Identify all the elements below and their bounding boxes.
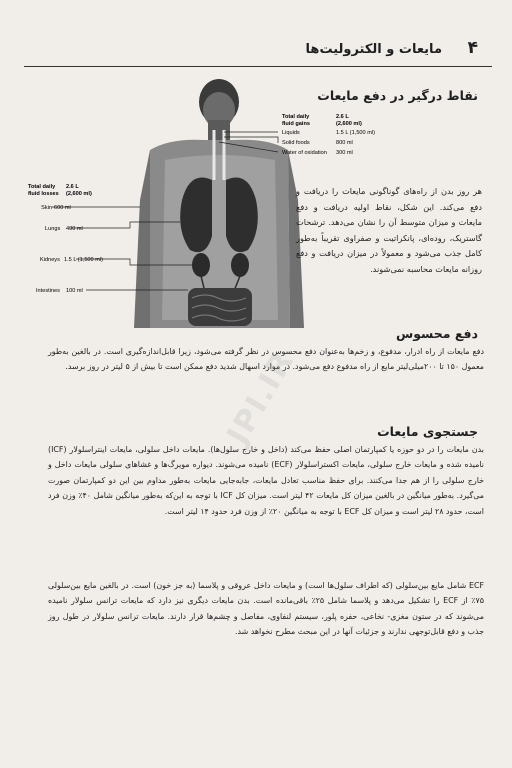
losses-labels: [28, 184, 103, 294]
loss-lungs-label: Lungs: [45, 226, 61, 232]
gain-solid-foods-label: Solid foods: [282, 140, 310, 146]
loss-kidneys-label: Kidneys: [40, 257, 60, 263]
gains-total-ml: (2,600 ml): [336, 121, 362, 127]
gain-oxidation-label: Water of oxidation: [282, 150, 327, 156]
loss-skin-label: Skin: [41, 205, 52, 211]
gain-solid-foods-value: 800 ml: [336, 140, 353, 146]
loss-skin-value: 600 ml: [54, 205, 71, 211]
figure-caption-paragraph: هر روز بدن از راه‌های گوناگونی مایعات را دریافت و دفع می‌کند. این شکل، نقاط اولیه دریافت و دفع مایعات و میزان متوسط آن را نشان می‌دهد. ترشحات گاستریک، روده‌ای، پانکراتیت و صفراوی تقریباً به‌طور کامل جذب می‌شود و معمولاً در میزان دریافت و دفع روزانه مایعات محاسبه نمی‌شوند.: [296, 186, 482, 274]
loss-lungs-value: 400 ml: [66, 226, 83, 232]
losses-total-ml: (2,600 ml): [66, 191, 92, 197]
loss-intestines-value: 100 ml: [66, 288, 83, 294]
watermark: JPI.IR: [220, 344, 302, 451]
chapter-title: مایعات و الکترولیت‌ها: [305, 42, 442, 57]
gains-total: 2.6 L: [336, 114, 349, 120]
gains-labels: [282, 114, 375, 156]
losses-title-line1: Total daily: [28, 184, 56, 190]
gain-oxidation-value: 300 ml: [336, 150, 353, 156]
gains-title-line1: Total daily: [282, 114, 310, 120]
gain-liquids-value: 1.5 L (1,500 ml): [336, 130, 375, 136]
sensible-loss-paragraph: دفع مایعات از راه ادرار، مدفوع، و زخم‌ها به‌عنوان دفع محسوس در نظر گرفته می‌شود، زیرا قابل‌اندازه‌گیری است. در بالغین به‌طور معمول ۱۵۰ تا ۲۰۰میلی‌لیتر مایع از راه مدفوع دفع می‌شود. در موارد اسهال شدید دفع ممکن است تا بیش از ۵ لیتر در روز برسد.: [48, 347, 484, 372]
loss-intestines-label: Intestines: [36, 288, 60, 294]
loss-kidneys-value: 1.5 L (1,500 ml): [64, 257, 103, 263]
losses-total: 2.6 L: [66, 184, 79, 190]
section-title-fluid-loss-sites: نقاط درگیر در دفع مایعات: [317, 88, 478, 103]
human-body-illustration: [134, 79, 304, 328]
section-title-fluid-search: جستجوی مایعات: [377, 424, 478, 439]
section-title-sensible-loss: دفع محسوس: [395, 326, 478, 341]
gains-title-line2: fluid gains: [282, 121, 310, 127]
page-number: ۴: [467, 38, 478, 58]
losses-title-line2: fluid losses: [28, 191, 59, 197]
compartments-paragraph: بدن مایعات را در دو حوزه یا کمپارتمان اصلی حفظ می‌کند (داخل و خارج سلول‌ها). مایعات داخل سلولی، مایعات اینتراسلولار (ICF) نامیده شده و مایعات خارج سلولی، مایعات اکستراسلولار (ECF) نامیده می‌شوند. دیواره مویرگ‌ها و غشاهای سلولی مایعات داخل و خارج سلولی را از هم جدا می‌کنند. برای حفظ مناسب تعادل مایعات، جابه‌جایی مایعات به‌طور مداوم بین این دو کمپارتمان صورت می‌گیرد. به‌طور میانگین در بالغین میزان کل مایعات ۴۲ لیتر است. میزان کل ICF با توجه به این‌که به‌طور میانگین شامل ۴۰٪ وزن فرد است، حدود ۲۸ لیتر است و میزان کل ECF با توجه به میانگین ۲۰٪ از وزن فرد حدود ۱۴ لیتر است.: [48, 445, 485, 516]
ecf-paragraph: ECF شامل مایع بین‌سلولی (که اطراف سلول‌ها است) و مایعات داخل عروقی و پلاسما (به جز خون) است. در بالغین مایع بین‌سلولی ۷۵٪ از ECF را تشکیل می‌دهد و پلاسما شامل ۲۵٪ باقی‌مانده است. بدن مایعات دیگری نیز دارد که مایعات ترانس سلولار نامیده می‌شوند که در ستون مغزی- نخاعی، حفره پلور، سیستم لنفاوی، مفاصل و چشم‌ها قرار دارند. مایعات ترانس سلولار در طول روز جذب و دفع قابل‌توجهی ندارند و جزئیات آنها در این مبحث مطرح نخواهد شد.: [48, 581, 485, 637]
header-rule: [24, 66, 492, 67]
gain-liquids-label: Liquids: [282, 130, 300, 136]
